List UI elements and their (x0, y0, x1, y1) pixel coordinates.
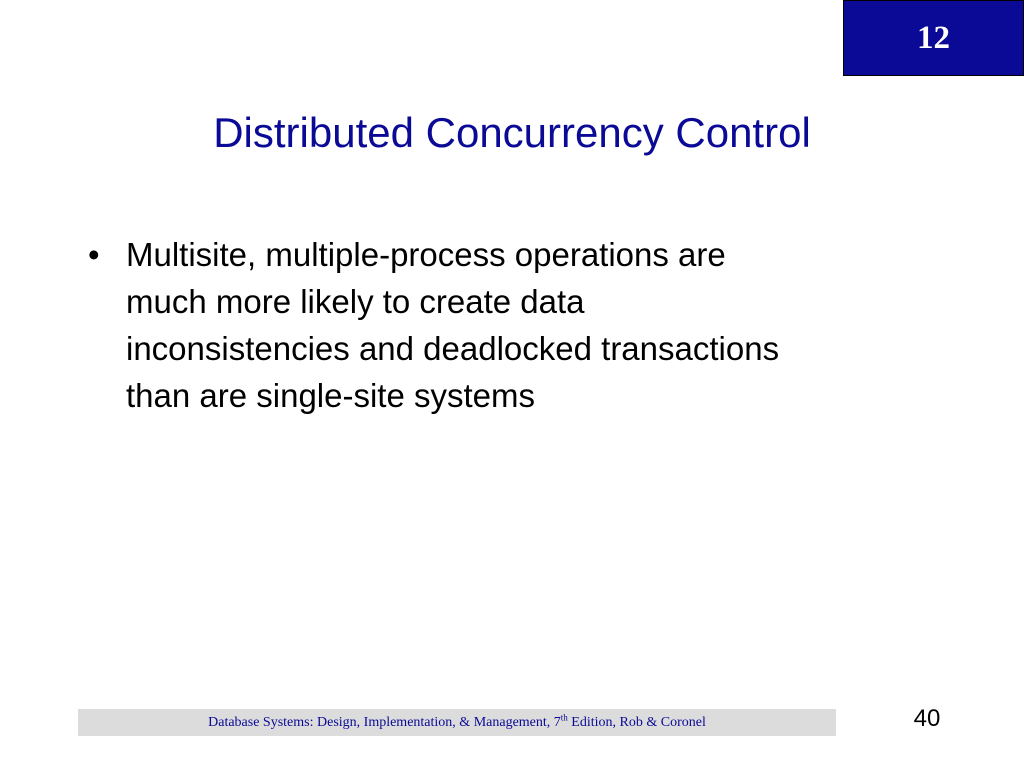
bullet-line: Multisite, multiple-process operations are (126, 236, 726, 273)
bullet-line: than are single-site systems (126, 377, 536, 414)
chapter-number-badge (843, 0, 1024, 76)
bullet-list (88, 231, 948, 419)
footer-bar (78, 709, 836, 736)
slide-title: Distributed Concurrency Control (213, 109, 811, 156)
footer-text-edition: Edition, Rob & Coronel (567, 714, 706, 730)
bullet-marker: • (88, 236, 100, 273)
footer-superscript: th (560, 711, 568, 722)
page-number: 40 (913, 705, 941, 732)
bullet-text (126, 231, 948, 419)
footer-text-main: Database Systems: Design, Implementation, & Management, 7 (208, 714, 561, 730)
bullet-line: much more likely to create data (126, 283, 585, 320)
chapter-number: 12 (917, 19, 950, 56)
bullet-line: inconsistencies and deadlocked transactions (126, 330, 780, 367)
bullet-item (88, 231, 948, 419)
footer-text (208, 711, 706, 731)
